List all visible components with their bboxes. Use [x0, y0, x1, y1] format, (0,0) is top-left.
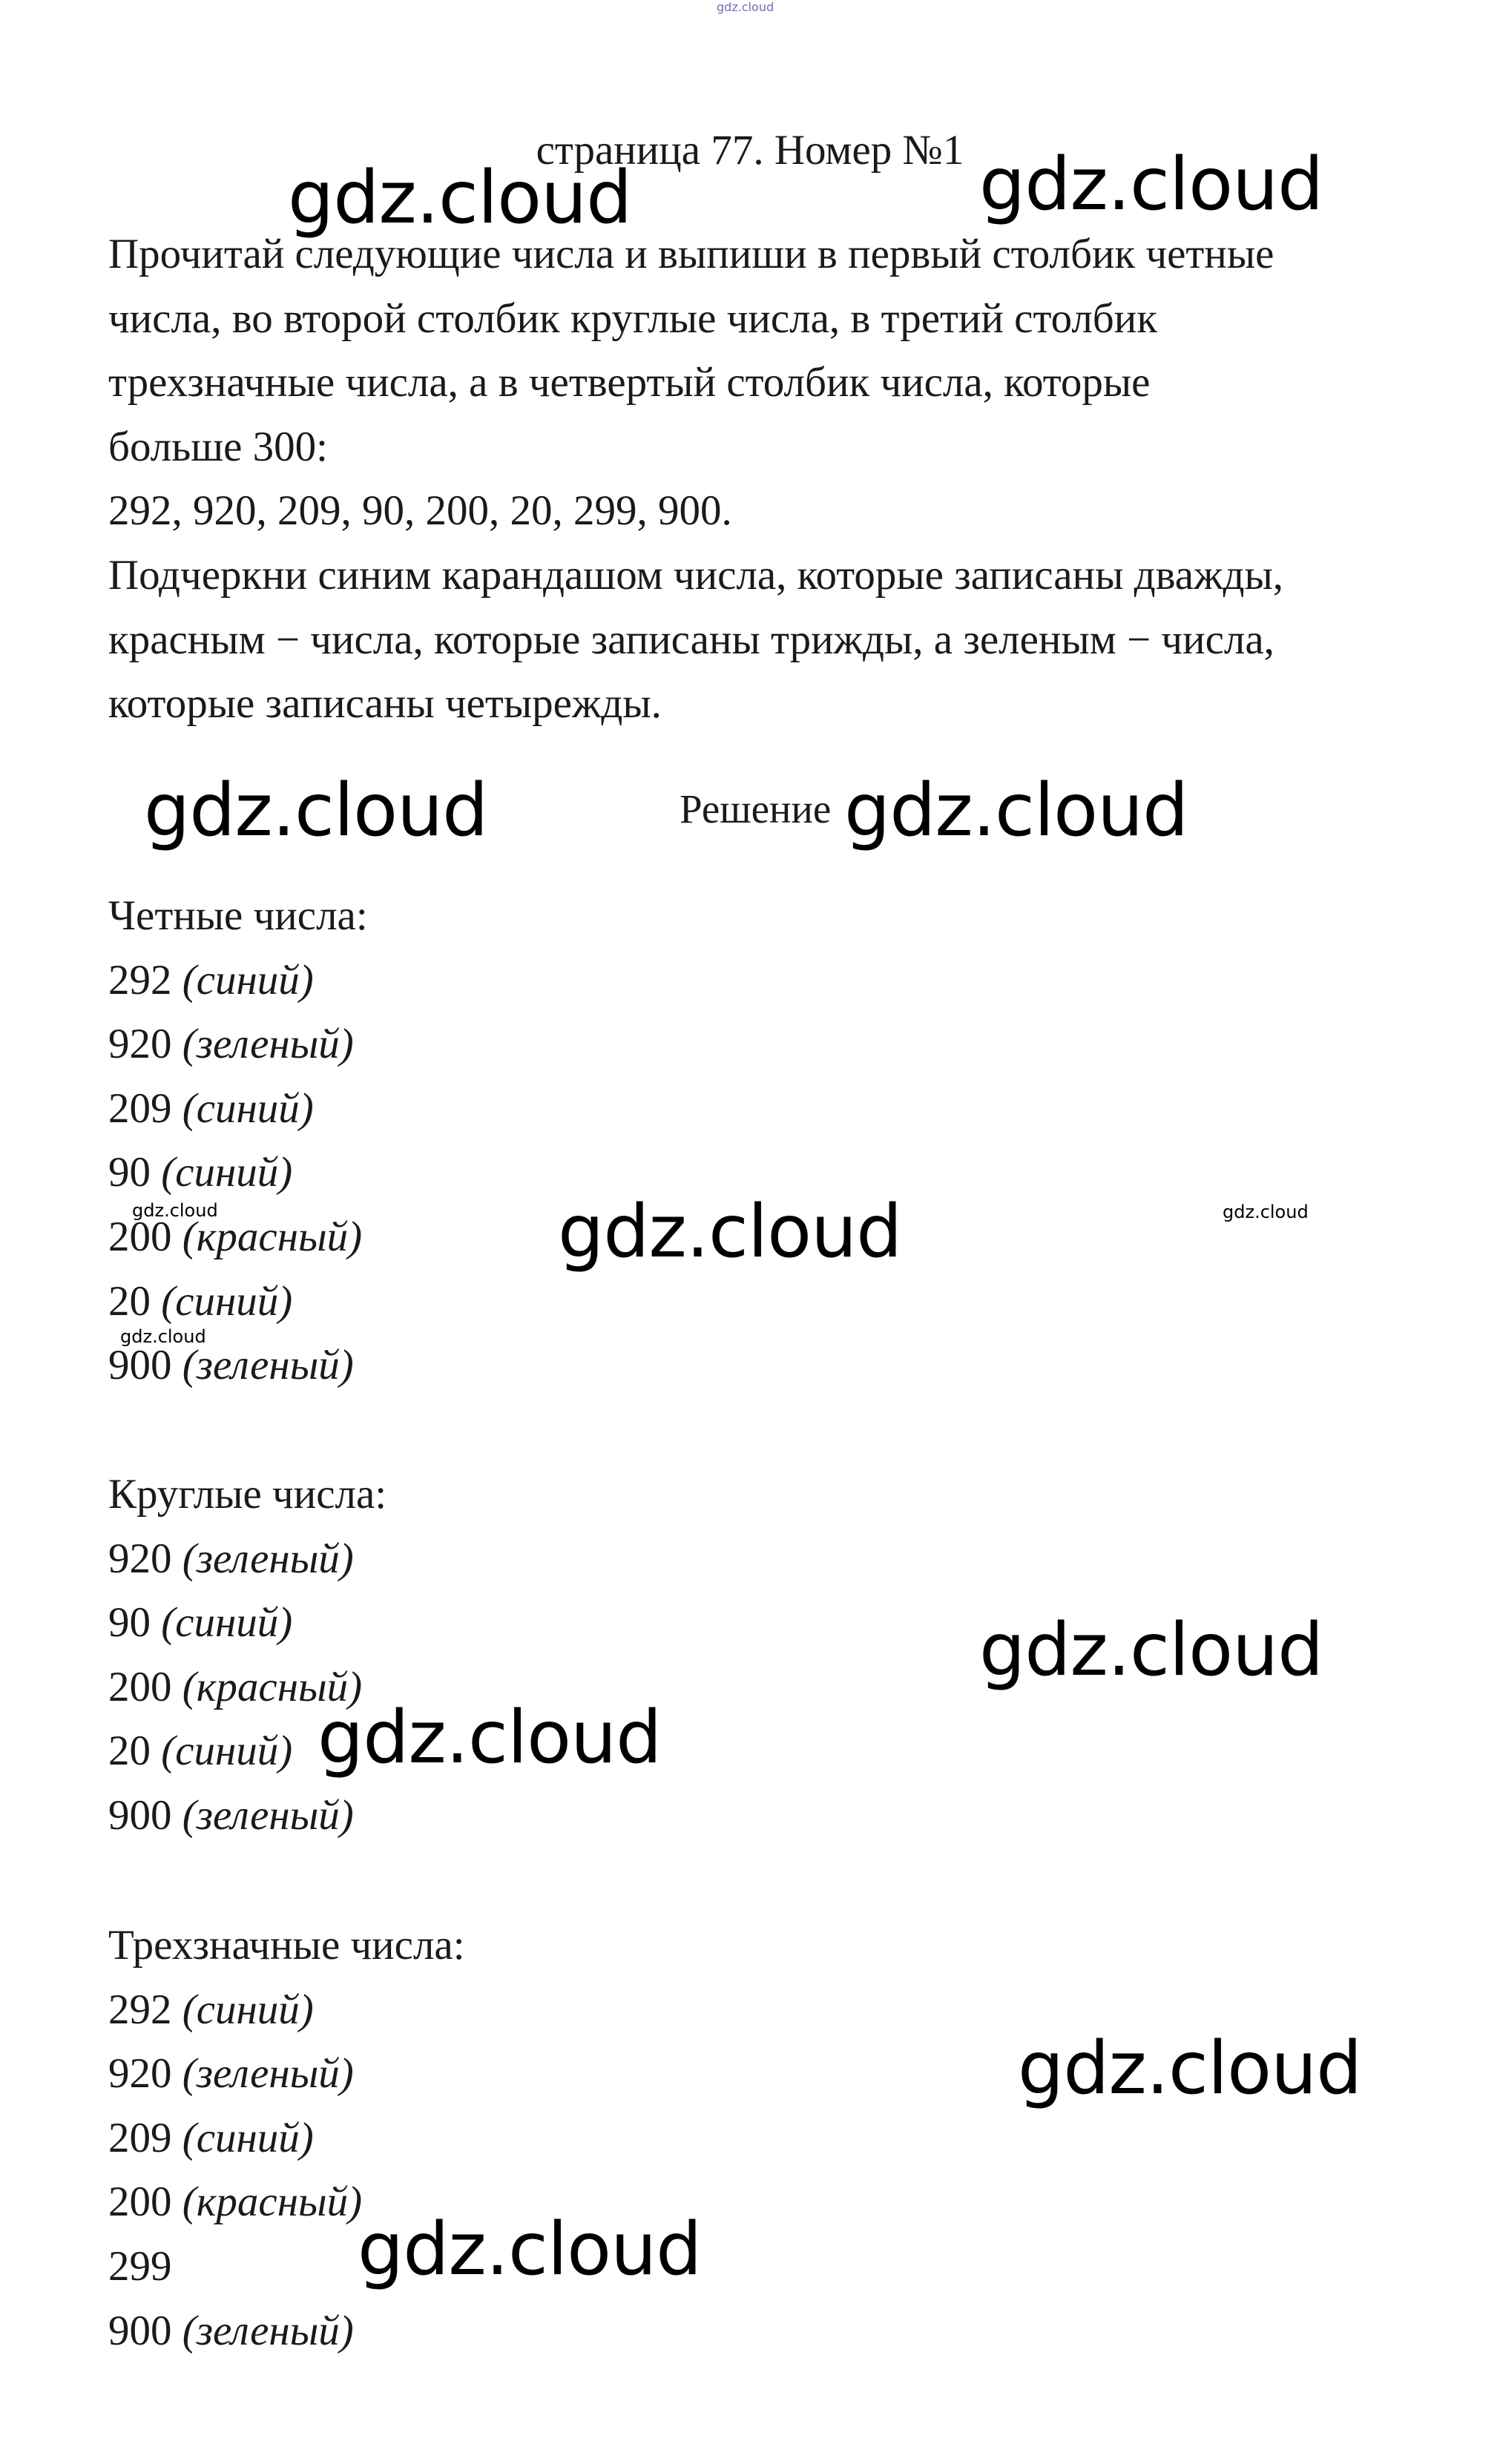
watermark: gdz.cloud	[1223, 1202, 1309, 1222]
watermark: gdz.cloud	[132, 1200, 218, 1221]
color-note: (синий)	[182, 2114, 314, 2161]
watermark: gdz.cloud	[979, 142, 1323, 227]
color-note: (синий)	[161, 1149, 293, 1196]
number: 292	[108, 1986, 172, 2033]
color-note: (зеленый)	[182, 1342, 354, 1389]
number: 20	[108, 1277, 151, 1325]
number: 90	[108, 1599, 151, 1647]
watermark: gdz.cloud	[979, 1608, 1323, 1693]
section-heading: Четные числа:	[108, 892, 368, 939]
color-note: (зеленый)	[182, 2050, 354, 2098]
color-note: (синий)	[182, 1084, 314, 1132]
list-item	[108, 1141, 368, 1205]
task-line: числа, во второй столбик круглые числа, в третий столбик	[108, 294, 1158, 342]
color-note: (зеленый)	[182, 2307, 354, 2354]
number: 90	[108, 1149, 151, 1196]
watermark: gdz.cloud	[1018, 2026, 1362, 2111]
list-item	[108, 1591, 386, 1656]
number: 200	[108, 1663, 172, 1710]
number: 200	[108, 2178, 172, 2226]
number: 920	[108, 2050, 172, 2098]
task-line: которые записаны четырежды.	[108, 680, 662, 728]
watermark: gdz.cloud	[288, 156, 632, 240]
list-item	[108, 2299, 465, 2364]
color-note: (синий)	[161, 1727, 293, 1775]
color-note: (красный)	[182, 1663, 363, 1710]
solution-title: Решение	[680, 786, 832, 831]
list-item	[108, 1527, 386, 1592]
list-item	[108, 1978, 465, 2043]
number: 299	[108, 2242, 172, 2290]
watermark: gdz.cloud	[358, 2207, 702, 2292]
list-item	[108, 1784, 386, 1848]
task-line: трехзначные числа, а в четвертый столбик числа, которые	[108, 359, 1151, 406]
number: 209	[108, 2114, 172, 2161]
task-text	[108, 223, 1458, 737]
task-line: больше 300:	[108, 423, 328, 470]
watermark: gdz.cloud	[144, 768, 488, 853]
watermark: gdz.cloud	[717, 0, 774, 14]
color-note: (красный)	[182, 1213, 363, 1260]
number: 292	[108, 956, 172, 1004]
number: 920	[108, 1021, 172, 1068]
list-item	[108, 1270, 368, 1334]
page-title: страница 77. Номер №1	[536, 127, 964, 174]
task-line: красным − числа, которые записаны трижды, а зеленым − числа,	[108, 616, 1274, 663]
number: 209	[108, 1084, 172, 1132]
color-note: (зеленый)	[182, 1021, 354, 1068]
watermark: gdz.cloud	[844, 768, 1188, 853]
list-item	[108, 1012, 368, 1077]
list-item	[108, 1077, 368, 1142]
number: 20	[108, 1727, 151, 1775]
task-line: Прочитай следующие числа и выпиши в первый столбик четные	[108, 231, 1274, 277]
section-heading: Трехзначные числа:	[108, 1922, 465, 1969]
number: 900	[108, 2307, 172, 2354]
watermark: gdz.cloud	[558, 1190, 902, 1274]
color-note: (синий)	[182, 1986, 314, 2033]
number: 900	[108, 1342, 172, 1389]
color-note: (зеленый)	[182, 1535, 354, 1582]
color-note: (зеленый)	[182, 1791, 354, 1839]
color-note: (синий)	[161, 1277, 293, 1325]
watermark: gdz.cloud	[120, 1326, 206, 1347]
task-line: Подчеркни синим карандашом числа, которые записаны дважды,	[108, 551, 1284, 599]
list-item	[108, 949, 368, 1013]
section-heading: Круглые числа:	[108, 1471, 387, 1518]
task-line: 292, 920, 209, 90, 200, 20, 299, 900.	[108, 487, 732, 535]
even-numbers-section	[108, 884, 368, 1398]
three-digit-numbers-section	[108, 1914, 465, 2363]
color-note: (синий)	[161, 1599, 293, 1647]
color-note: (красный)	[182, 2178, 363, 2226]
number: 200	[108, 1213, 172, 1260]
list-item	[108, 2042, 465, 2106]
number: 900	[108, 1791, 172, 1839]
color-note: (синий)	[182, 956, 314, 1004]
number: 920	[108, 1535, 172, 1582]
round-numbers-section	[108, 1463, 386, 1848]
list-item	[108, 2106, 465, 2171]
watermark: gdz.cloud	[318, 1696, 662, 1780]
